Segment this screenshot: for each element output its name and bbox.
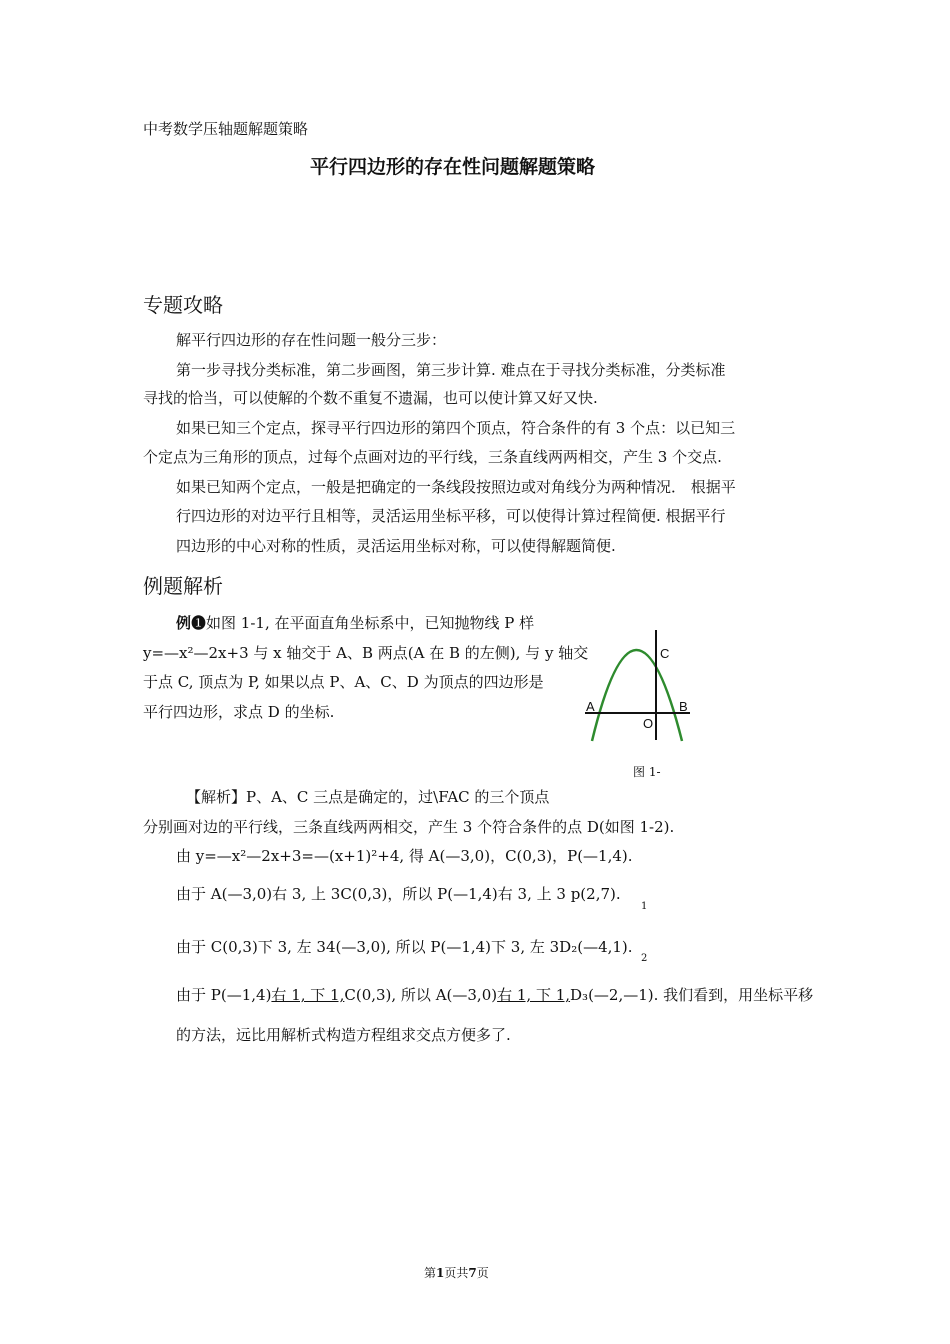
example-line1 — [176, 613, 534, 633]
footer-total-pages: 7 — [468, 1266, 477, 1280]
section-heading-strategy: 专题攻略 — [143, 293, 223, 317]
page-footer — [424, 1264, 489, 1281]
example-line4: 平行四边形，求点 D 的坐标. — [143, 703, 335, 721]
paragraph-three-points-line1: 如果已知三个定点，探寻平行四边形的第四个顶点，符合条件的有 3 个点：以已知三 — [176, 419, 736, 437]
solution-line6-part2: C(0,3), 所以 A(—3,0) — [344, 986, 498, 1004]
solution-line2: 分别画对边的平行线，三条直线两两相交，产生 3 个符合条件的点 D(如图 1-2). — [143, 818, 675, 836]
footer-mid: 页共 — [444, 1266, 469, 1280]
subscript-marker-1: 1 — [641, 901, 648, 912]
paragraph-steps-line1: 第一步寻找分类标准，第二步画图，第三步计算. 难点在于寻找分类标准，分类标准 — [176, 361, 726, 379]
page-title: 平行四边形的存在性问题解题策略 — [310, 156, 596, 178]
example-label: 例 — [176, 614, 192, 632]
solution-line6-shift2: 右 1, 下 1, — [497, 986, 571, 1004]
parabola-figure — [580, 625, 695, 745]
solution-line6-shift1: 右 1, 下 1, — [271, 986, 345, 1004]
paragraph-two-points-line3: 四边形的中心对称的性质，灵活运用坐标对称，可以使得解题简便. — [176, 537, 616, 555]
point-label-a: A — [586, 699, 595, 714]
example-text-1: 如图 1-1, 在平面直角坐标系中，已知抛物线 P 样 — [206, 614, 535, 632]
paragraph-steps-line2: 寻找的恰当，可以使解的个数不重复不遗漏，也可以使计算又好又快. — [143, 389, 598, 407]
footer-suffix: 页 — [476, 1266, 489, 1280]
paragraph-intro: 解平行四边形的存在性问题一般分三步： — [176, 331, 447, 349]
solution-line5: 由于 C(0,3)下 3, 左 34(—3,0), 所以 P(—1,4)下 3, 左 3D₂(—4,1). — [176, 938, 633, 956]
solution-line6 — [176, 985, 813, 1005]
series-title: 中考数学压轴题解题策略 — [143, 120, 309, 138]
example-line3: 于点 C, 顶点为 P, 如果以点 P、A、C、D 为顶点的四边形是 — [143, 673, 544, 691]
footer-prefix: 第 — [424, 1266, 437, 1280]
solution-line3: 由 y=—x²—2x+3=—(x+1)²+4, 得 A(—3,0)，C(0,3)，P(—1,4). — [176, 847, 633, 865]
subscript-marker-2: 2 — [641, 953, 648, 964]
solution-line4: 由于 A(—3,0)右 3, 上 3C(0,3)，所以 P(—1,4)右 3, 上 3 p(2,7). — [176, 885, 621, 903]
paragraph-two-points-line2: 行四边形的对边平行且相等，灵活运用坐标平移，可以使得计算过程简便. 根据平行 — [176, 507, 726, 525]
paragraph-two-points-line1: 如果已知两个定点，一般是把确定的一条线段按照边或对角线分为两种情况． 根据平 — [176, 478, 736, 496]
point-label-c: C — [660, 646, 670, 661]
point-label-b: B — [679, 699, 688, 714]
section-heading-examples: 例题解析 — [143, 574, 223, 598]
example-line2: y=—x²—2x+3 与 x 轴交于 A、B 两点(A 在 B 的左侧), 与 y 轴交 — [143, 644, 589, 662]
solution-line6-part3: D₃(—2,—1). 我们看到，用坐标平移 — [570, 986, 814, 1004]
footer-page-number: 1 — [436, 1266, 445, 1280]
solution-line1: 【解析】P、A、C 三点是确定的，过\FAC 的三个顶点 — [186, 788, 550, 806]
point-label-o: O — [643, 716, 654, 731]
solution-line7: 的方法，远比用解析式构造方程组求交点方便多了. — [176, 1026, 511, 1044]
paragraph-three-points-line2: 个定点为三角形的顶点，过每个点画对边的平行线，三条直线两两相交，产生 3 个交点. — [143, 448, 722, 466]
solution-line6-part1: 由于 P(—1,4) — [176, 986, 272, 1004]
parabola-curve — [592, 650, 682, 741]
example-number-marker: ❶ — [191, 614, 207, 632]
figure-caption: 图 1- — [633, 765, 661, 779]
